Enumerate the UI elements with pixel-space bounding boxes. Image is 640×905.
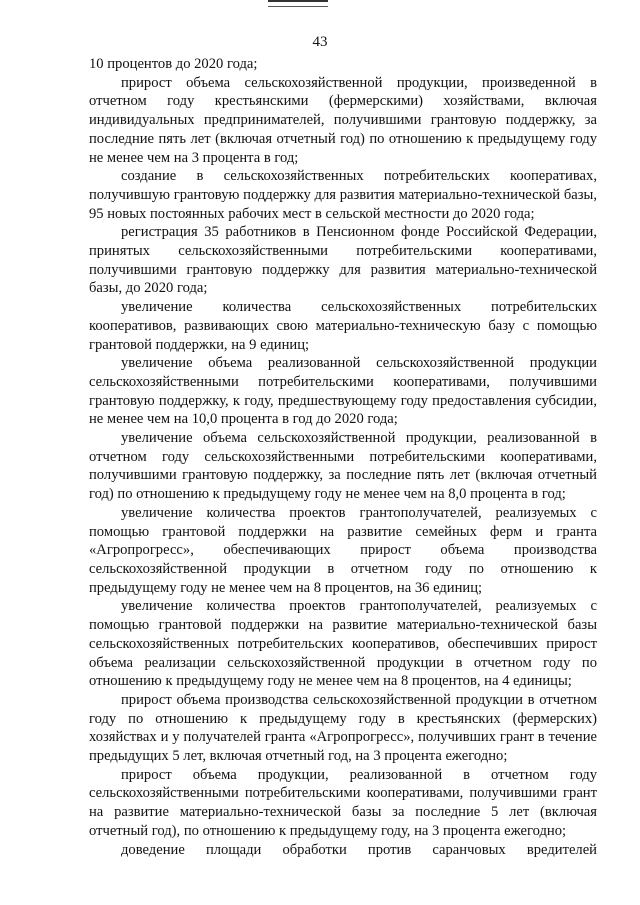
paragraph: увеличение объема сельскохозяйственной продукции, реализованной в отчетном году сельскохозяйственными потребительскими кооперативами, получившими грантовую поддержку, за последние пять лет (включая отчетный год) по отношению к предыдущему году не менее чем на 8,0 процента в год; bbox=[89, 430, 597, 503]
paragraph: прирост объема производства сельскохозяйственной продукции в отчетном году по отношению к предыдущему году в крестьянских (фермерских) хозяйствах и у получателей гранта «Агропрогресс», получивших грант в течение предыдущих 5 лет, включая отчетный год, на 3 процента ежегодно; bbox=[89, 691, 597, 765]
paragraph: увеличение количества проектов грантополучателей, реализуемых с помощью грантовой поддержки на развитие семейных ферм и гранта «Агропрогресс», обеспечивающих прирост объема производства сельскохозяйственной продукции в отчетном году по отношению к предыдущему году не менее чем на 8 процентов, на 36 единиц; bbox=[89, 504, 597, 596]
paragraph: создание в сельскохозяйственных потребительских кооперативах, получившую грантовую поддержку для развития материально-технической базы, 95 новых постоянных рабочих мест в сельской местности до 2020 года; bbox=[89, 168, 597, 222]
paragraph: увеличение количества проектов грантополучателей, реализуемых с помощью грантовой поддержки на развитие материально-технической базы сельскохозяйственных потребительских кооперативов, обеспечивших прирост объема реализации сельскохозяйственной продукции в отчетном году по отношению к предыдущему году не менее чем на 8 процентов, на 4 единицы; bbox=[89, 598, 597, 690]
page-number: 43 bbox=[312, 34, 328, 50]
paragraph: регистрация 35 работников в Пенсионном фонде Российской Федерации, принятых сельскохозяйственными потребительскими кооперативами, получившими грантовую поддержку для развития материально-технической базы, до 2020 года; bbox=[89, 224, 597, 297]
paragraph: прирост объема сельскохозяйственной продукции, произведенной в отчетном году крестьянскими (фермерскими) хозяйствами, включая индивидуальных предпринимателей, получившими грантовую поддержку, за последние пять лет (включая отчетный год) по отношению к предыдущему году не менее чем на 3 процента в год; bbox=[89, 74, 597, 166]
body-text bbox=[89, 55, 597, 859]
paragraph: 10 процентов до 2020 года; bbox=[89, 56, 258, 72]
scan-artifact bbox=[268, 0, 328, 7]
paragraph: увеличение объема реализованной сельскохозяйственной продукции сельскохозяйственными потребительскими кооперативами, получившими грантовую поддержку, к году, предшествующему году предоставления субсидии, не менее чем на 10,0 процента в год до 2020 года; bbox=[89, 355, 597, 428]
paragraph: доведение площади обработки против саранчовых вредителей bbox=[121, 841, 597, 858]
paragraph: увеличение количества сельскохозяйственных потребительских кооперативов, развивающих свою материально-техническую базу с помощью грантовой поддержки, на 9 единиц; bbox=[89, 299, 597, 353]
paragraph: прирост объема продукции, реализованной в отчетном году сельскохозяйственными потребительскими кооперативами, получившими грант на развитие материально-технической базы за последние 5 лет (включая отчетный год), по отношению к предыдущему году, на 3 процента ежегодно; bbox=[89, 766, 597, 839]
